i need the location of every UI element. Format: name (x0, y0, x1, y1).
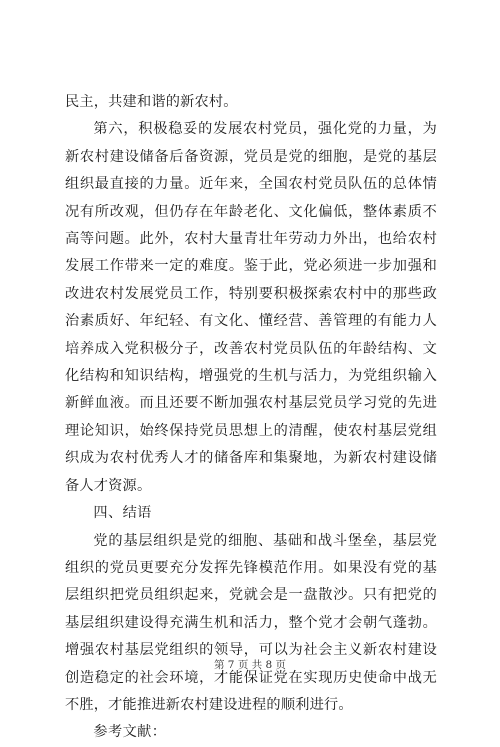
paragraph-closing-line: 民主，共建和谐的新农村。 (65, 94, 238, 110)
document-body (65, 89, 437, 747)
section-heading-conclusion: 四、结语 (93, 505, 152, 522)
paragraph-sixth-point: 第六，积极稳妥的发展农村党员，强化党的力量，为新农村建设储备后备资源，党员是党的细胞，是党的基层组织最直接的力量。近年来，全国农村党员队伍的总体情况有所改观，但仍存在年龄老化、文化偏低，整体素质不高等问题。此外，农村大量青壮年劳动力外出，也给农村发展工作带来一定的难度。鉴于此，党必须进一步加强和改进农村发展党员工作，特别要积极探索农村中的那些政治素质好、年纪轻、有文化、懂经营、善管理的有能力人培养成入党积极分子，改善农村党员队伍的年龄结构、文化结构和知识结构，增强党的生机与活力，为党组织输入新鲜血液。而且还要不断加强农村基层党员学习党的先进理论知识，始终保持党员思想上的清醒，使农村基层党组织成为农村优秀人才的储备库和集聚地，为新农村建设储备人才资源。 (65, 121, 437, 494)
page-number-footer: 第 7 页 共 8 页 (213, 659, 287, 671)
references-label: 参考文献： (93, 724, 167, 741)
paragraph-conclusion: 党的基层组织是党的细胞、基础和战斗堡垒，基层党组织的党员更要充分发挥先锋模范作用。如果没有党的基层组织把党员组织起来，党就会是一盘散沙。只有把党的基层组织建设得充满生机和活力，整个党才会朝气蓬勃。增强农村基层党组织的领导，可以为社会主义新农村建设创造稳定的社会环境，才能保证党在实现历史使命中战无不胜，才能推进新农村建设进程的顺利进行。 (65, 532, 437, 713)
